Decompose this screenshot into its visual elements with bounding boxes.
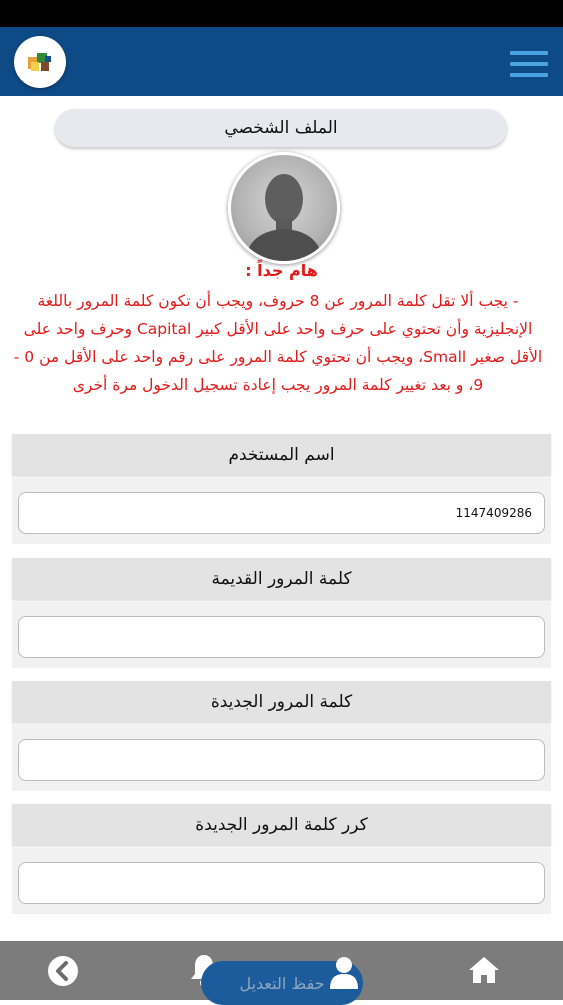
old-password-input[interactable]	[18, 616, 545, 658]
new-password-label-text: كلمة المرور الجديدة	[210, 692, 353, 712]
confirm-password-input[interactable]	[18, 862, 545, 904]
old-password-field-container	[12, 602, 551, 668]
password-rules-text: - يجب ألا تقل كلمة المرور عن 8 حروف، ويجب أن تكون كلمة المرور باللغة الإنجليزية وأن تحتوي على حرف واحد على الأقل كبير Capital وحرف واحد على الأقل صغير Small، ويجب أن تحتوي كلمة المرور على رقم واحد على الأقل من 0 - 9، و بعد تغيير كلمة المرور يجب إعادة تسجيل الدخول مرة أخرى	[13, 292, 543, 394]
logo-icon	[27, 50, 53, 74]
username-label	[12, 434, 551, 476]
new-password-label	[12, 681, 551, 723]
username-input[interactable]	[18, 492, 545, 534]
status-bar	[0, 0, 563, 27]
save-changes-button[interactable]: حفظ التعديل	[201, 961, 363, 1005]
home-icon[interactable]	[467, 955, 501, 985]
hamburger-menu-icon[interactable]	[510, 51, 548, 81]
new-password-input[interactable]	[18, 739, 545, 781]
confirm-password-label	[12, 804, 551, 846]
page-title: الملف الشخصي	[224, 118, 338, 138]
back-arrow-icon[interactable]	[47, 955, 79, 987]
confirm-password-label-text: كرر كلمة المرور الجديدة	[195, 815, 368, 835]
user-icon[interactable]	[328, 955, 360, 991]
username-label-text: اسم المستخدم	[228, 445, 335, 465]
username-field-container	[12, 478, 551, 544]
app-logo[interactable]	[14, 36, 66, 88]
user-silhouette-icon	[231, 155, 337, 261]
old-password-label	[12, 558, 551, 600]
profile-title-pill	[55, 109, 507, 147]
old-password-label-text: كلمة المرور القديمة	[211, 569, 352, 589]
confirm-password-field-container	[12, 848, 551, 914]
avatar[interactable]	[228, 152, 340, 264]
app-header	[0, 27, 563, 96]
new-password-field-container	[12, 725, 551, 791]
notice-title: هام جداً :	[245, 261, 318, 280]
